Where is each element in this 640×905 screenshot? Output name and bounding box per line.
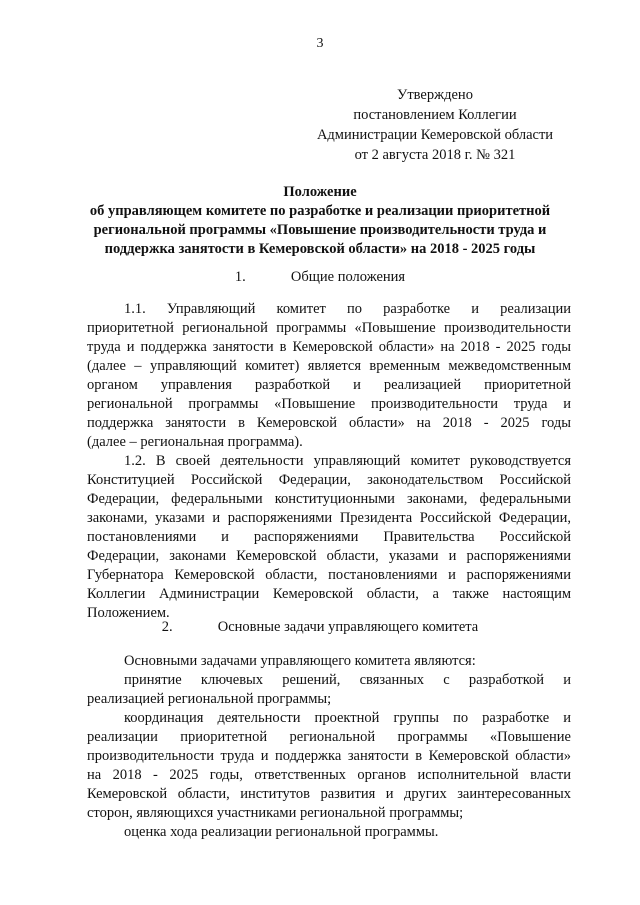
paragraph-line: 1.2. В своей деятельности управляющий комитет руководствуется: [124, 453, 571, 469]
paragraph-line: сторон, являющихся участниками региональной программы;: [87, 805, 464, 821]
paragraph-line: на 2018 - 2025 годы, ответственных органов исполнительной власти: [87, 767, 571, 783]
section-title: Основные задачи управляющего комитета: [217, 619, 479, 635]
section-2-body: [87, 652, 571, 842]
paragraph-line: региональной программы «Повышение производительности труда и: [87, 396, 571, 412]
paragraph-line: реализации приоритетной региональной программы «Повышение: [87, 729, 571, 745]
paragraph-line: производительности труда и поддержка занятости в Кемеровской области»: [87, 748, 571, 764]
section-2-heading: [0, 619, 640, 636]
paragraph-line: Федерации, федеральными конституционными законами, федеральными: [87, 491, 571, 507]
page-number: 3: [316, 36, 324, 51]
paragraph-line: Основными задачами управляющего комитета являются:: [124, 653, 476, 669]
paragraph-line: приоритетной региональной программы «Повышение производительности: [87, 320, 571, 336]
approval-line: Администрации Кемеровской области: [316, 127, 554, 143]
approval-stamp: [310, 85, 560, 165]
document-title: [70, 183, 570, 259]
paragraph-line: органом управления разработкой и реализацией приоритетной: [87, 377, 571, 393]
paragraph-line: координация деятельности проектной группы по разработке и: [124, 710, 571, 726]
section-number: 2.: [161, 619, 173, 635]
title-line: поддержка занятости в Кемеровской области» на 2018 - 2025 годы: [104, 241, 536, 257]
paragraph-line: реализацией региональной программы;: [87, 691, 332, 707]
paragraph-line: труда и поддержка занятости в Кемеровской области» на 2018 - 2025 годы: [87, 339, 571, 355]
title-line: об управляющем комитете по разработке и реализации приоритетной: [89, 203, 551, 219]
paragraph-line: Федерации, законами Кемеровской области, указами и распоряжениями: [87, 548, 571, 564]
paragraph-line: принятие ключевых решений, связанных с разработкой и: [124, 672, 571, 688]
paragraph-line: Конституцией Российской Федерации, законодательством Российской: [87, 472, 571, 488]
approval-line: постановлением Коллегии: [353, 107, 517, 123]
paragraph-line: оценка хода реализации региональной программы.: [124, 824, 439, 840]
paragraph-line: (далее – региональная программа).: [87, 434, 303, 450]
paragraph-line: Кемеровской области, институтов развития и других заинтересованных: [87, 786, 571, 802]
paragraph-line: законами, указами и распоряжениями Президента Российской Федерации,: [87, 510, 571, 526]
approval-line: Утверждено: [397, 87, 473, 103]
section-number: 1.: [234, 269, 246, 285]
section-1-heading: [0, 269, 640, 286]
paragraph-line: поддержка занятости в Кемеровской области» на 2018 - 2025 годы: [87, 415, 571, 431]
paragraph-line: Губернатора Кемеровской области, постановлениями и распоряжениями: [87, 567, 571, 583]
section-title: Общие положения: [290, 269, 406, 285]
title-line: региональной программы «Повышение производительности труда и: [93, 222, 547, 238]
title-line: Положение: [283, 184, 357, 200]
paragraph-line: Положением.: [87, 605, 170, 621]
paragraph-line: 1.1. Управляющий комитет по разработке и реализации: [124, 301, 571, 317]
paragraph-line: постановлениями и распоряжениями Правительства Российской: [87, 529, 571, 545]
approval-line: от 2 августа 2018 г. № 321: [354, 147, 516, 163]
section-1-body: [87, 300, 571, 623]
paragraph-line: Коллегии Администрации Кемеровской области, а также настоящим: [87, 586, 571, 602]
paragraph-line: (далее – управляющий комитет) является временным межведомственным: [87, 358, 571, 374]
